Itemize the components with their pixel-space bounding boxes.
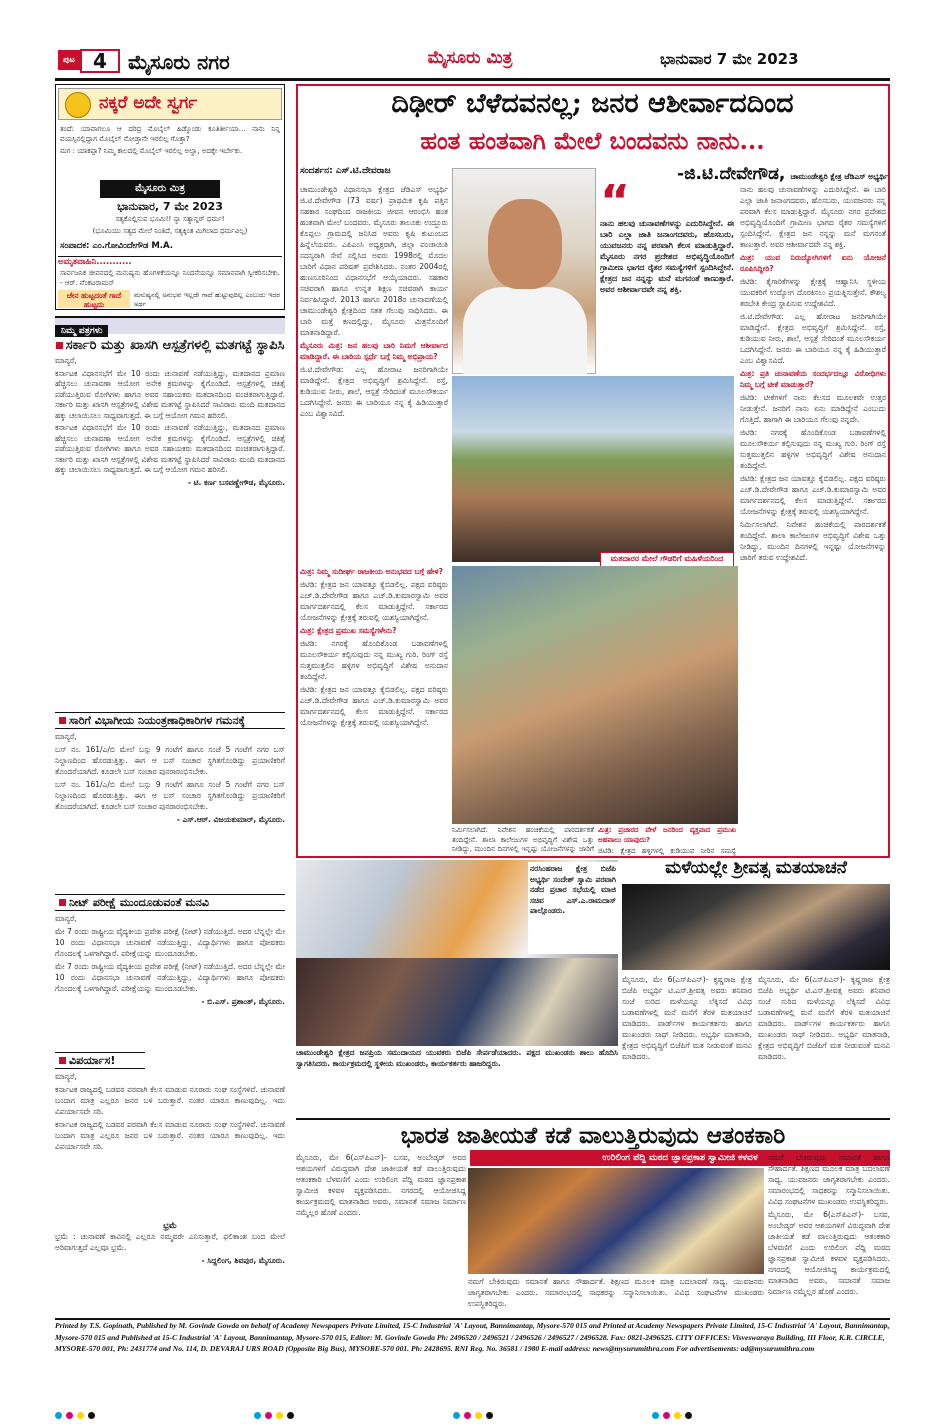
square-bullet-icon	[59, 899, 66, 906]
letter-2-text-cont: ಬಸ್ ನಂ. 161/ಎ/ಬಿ ಮೇಲೆ ಬಸ್ಸು 9 ಗಂಟೆಗೆ ಹಾಗೂ ಸಂಜೆ 5 ಗಂಟೆಗೆ ನಗರ ಬಸ್ ನಿಲ್ದಾಣದಿಂದ ಹೊರಡುತ್ತಿತ್ತು. ಈಗ ಆ ಬಸ್ ಸಂಚಾರ ಸ್ಥಗಿತಗೊಂಡಿದ್ದು ಪ್ರಯಾಣಿಕರಿಗೆ ತೊಂದರೆಯಾಗಿದೆ. ಕೂಡಲೇ ಬಸ್ ಸಂಚಾರ ಪುನರಾರಂಭಿಸಬೇಕು.	[55, 780, 285, 811]
letter-2-sign: - ಎಸ್.ಆರ್. ವಿಜಯಕುಮಾರ್, ಮೈಸೂರು.	[176, 815, 285, 824]
yellow-dot-icon	[674, 1412, 681, 1419]
letter-1	[55, 338, 285, 678]
joke-son: ಮಗ : ಯಾಕಪ್ಪಾ? ನಿಮ್ಮ ಕಾಲದಲ್ಲಿ ಮೊಬೈಲ್ ಇರಲಿಲ್ಲ ಅಲ್ವಾ, ಅದಕ್ಕೇ ಇರ್ಬೇಕು.	[60, 147, 243, 155]
letter-1-salutation: ಮಾನ್ಯರೆ,	[55, 356, 77, 365]
letter-4	[55, 1052, 285, 1266]
header-rule	[55, 78, 890, 81]
letter-4-title: ವಿಪರ್ಯಾಸ!	[55, 1052, 145, 1069]
cyan-dot-icon	[254, 1412, 261, 1419]
portrait-shirt	[463, 287, 587, 375]
black-dot-icon	[287, 1412, 294, 1419]
motto-line: ಸತ್ಯಕೊಲ್ಲಿಸುವ ಭೂಮಿ!! ನ್ಯಾ ಸತ್ಯಾನ್ನರ್ ಧರ್ಮ!	[115, 215, 225, 223]
joke-block	[60, 124, 280, 176]
poem-sign: - ಸಿದ್ದಲಿಂಗ, ಶಿವಪುರ, ಮೈಸೂರು.	[201, 1256, 285, 1265]
square-bullet-icon	[59, 1057, 66, 1064]
cyan-dot-icon	[652, 1412, 659, 1419]
bharata-col-3-text: ನಮಗೆ ಬೇಕಿರುವುದು ಸಮಾನತೆ ಹಾಗೂ ಸೌಹಾರ್ದತೆ. ಶಿಕ್ಷಣದ ಮೂಲಕ ಮಾತ್ರ ಬದಲಾವಣೆ ಸಾಧ್ಯ. ಯುವಜನರು ಜಾಗೃತರಾಗಬೇಕು ಎಂದರು. ಸಮಾರಂಭದಲ್ಲಿ ಸಾಧಕರನ್ನು ಸನ್ಮಾನಿಸಲಾಯಿತು. ವಿವಿಧ ಸಂಘಟನೆಗಳ ಮುಖಂಡರು ಉಪಸ್ಥಿತರಿದ್ದರು.	[768, 1153, 890, 1206]
quote-credit	[604, 164, 888, 184]
main-intro: ಚಾಮುಂಡೇಶ್ವರಿ ವಿಧಾನಸಭಾ ಕ್ಷೇತ್ರದ ಜೆಡಿಎಸ್ ಅಭ್ಯರ್ಥಿ ಜಿ.ಟಿ.ದೇವೇಗೌಡ (73 ವರ್ಷ) ಪ್ರಾಥಮಿಕ ಕೃಷಿ ಪತ್ತಿನ ಸಹಕಾರ ಸಂಘದಿಂದ ರಾಜಕೀಯ ಜೀವನ ಆರಂಭಿಸಿ ಹಂತ ಹಂತವಾಗಿ ಮೇಲೆ ಬಂದವರು. ಮೈಸೂರು ತಾಲೂಕು ಉದ್ಬೂರು ಕೊಪ್ಪಲು ಗ್ರಾಮದಲ್ಲಿ ಜನಿಸಿದ ಅವರು ಕೃಷಿ ಕುಟುಂಬದ ಹಿನ್ನೆಲೆಯವರು. ಎಪಿಎಂಸಿ ಅಧ್ಯಕ್ಷರಾಗಿ, ಜಿಲ್ಲಾ ಪಂಚಾಯಿತಿ ಸದಸ್ಯರಾಗಿ ಸೇವೆ ಸಲ್ಲಿಸಿದ ಅವರು 1998ರಲ್ಲಿ ಮೊದಲ ಬಾರಿಗೆ ವಿಧಾನ ಪರಿಷತ್ ಪ್ರವೇಶಿಸಿದರು. ನಂತರ 2004ರಲ್ಲಿ ಹುಣಸೂರಿನಿಂದ ವಿಧಾನಸಭೆಗೆ ಆಯ್ಕೆಯಾದರು. ಸಹಕಾರ ಸಚಿವರಾಗಿ ಹಾಗೂ ಉನ್ನತ ಶಿಕ್ಷಣ ಸಚಿವರಾಗಿ ಕಾರ್ಯ ನಿರ್ವಹಿಸಿದ್ದಾರೆ. 2013 ಹಾಗೂ 2018ರ ಚುನಾವಣೆಯಲ್ಲಿ ಚಾಮುಂಡೇಶ್ವರಿ ಕ್ಷೇತ್ರದಿಂದ ಸತತ ಗೆಲುವು ಸಾಧಿಸಿದರು. ಈ ಬಾರಿ ಮತ್ತೆ ಕಣದಲ್ಲಿದ್ದು, ಮೈಸೂರು ಮಿತ್ರನೊಂದಿಗೆ ಮಾತನಾಡಿದ್ದಾರೆ.	[300, 185, 448, 337]
main-a5: ಜಿಟಿಡಿ: ಟೀಕೆಗಳಿಗೆ ನಾನು ಕೆಲಸದ ಮೂಲಕವೇ ಉತ್ತರ ನೀಡುತ್ತೇನೆ. ಜನರಿಗೆ ನಾನು ಏನು ಮಾಡಿದ್ದೇನೆ ಎಂಬುದು ಗೊತ್ತಿದೆ. ಹಾಗಾಗಿ ಈ ಬಾರಿಯೂ ಗೆಲುವು ನನ್ನದೇ.	[740, 393, 886, 424]
main-a2: ಜಿಟಿಡಿ: ಕ್ಷೇತ್ರದ ಜನ ಯಾವತ್ತೂ ಕೈಬಿಡಲಿಲ್ಲ. ಪಕ್ಷದ ವರಿಷ್ಠರು ಎಚ್.ಡಿ.ದೇವೇಗೌಡ ಹಾಗೂ ಎಚ್.ಡಿ.ಕುಮಾರಸ್ವಾಮಿ ಅವರ ಮಾರ್ಗದರ್ಶನದಲ್ಲಿ ಕೆಲಸ ಮಾಡುತ್ತಿದ್ದೇನೆ. ಸರ್ಕಾರದ ಯೋಜನೆಗಳನ್ನು ಕ್ಷೇತ್ರಕ್ಕೆ ತರುವಲ್ಲಿ ಯಶಸ್ವಿಯಾಗಿದ್ದೇನೆ.	[300, 580, 448, 622]
nakkare-title: ನಕ್ಕರೆ ಅದೇ ಸ್ವರ್ಗ	[99, 93, 198, 113]
letter-4-body	[55, 1071, 285, 1219]
main-col-1	[300, 184, 448, 562]
letters-section-bar	[55, 316, 285, 334]
main-a4-cont: ಜಿ.ಟಿ.ದೇವೇಗೌಡ: ಎಲ್ಲ ಹೋರಾಟ ಜನರಿಗಾಗಿಯೇ ಮಾಡಿದ್ದೇನೆ. ಕ್ಷೇತ್ರದ ಅಭಿವೃದ್ಧಿಗೆ ಶ್ರಮಿಸಿದ್ದೇನೆ. ರಸ್ತೆ, ಕುಡಿಯುವ ನೀರು, ಶಾಲೆ, ಆಸ್ಪತ್ರೆ ಸೇರಿದಂತೆ ಮೂಲಸೌಕರ್ಯ ಒದಗಿಸಿದ್ದೇನೆ. ಜನರು ಈ ಬಾರಿಯೂ ನನ್ನ ಕೈ ಹಿಡಿಯುತ್ತಾರೆ ಎಂಬ ವಿಶ್ವಾಸವಿದೆ.	[740, 312, 886, 365]
letter-3-sign: - ಬಿ.ಎಸ್. ಪ್ರಶಾಂತ್, ಮೈಸೂರು.	[201, 997, 285, 1006]
main-q2: ಮಿತ್ರ: ನಿಮ್ಮ ಸುದೀರ್ಘ ರಾಜಕೀಯ ಅನುಭವದ ಬಗ್ಗೆ ಹೇಳಿ?	[300, 567, 443, 576]
portrait-face	[488, 199, 562, 289]
bharata-story-subtitle: ಉರಿಲಿಂಗ ಪೆದ್ದಿ ಮಠದ ಜ್ಞಾನಪ್ರಕಾಶ ಸ್ವಾಮೀಜಿ ಕಳವಳ	[470, 1150, 890, 1166]
letter-1-text-cont: ಕರ್ನಾಟಕ ವಿಧಾನಸಭೆಗೆ ಮೇ 10 ರಂದು ಚುನಾವಣೆ ನಡೆಯುತ್ತಿದ್ದು, ಮತದಾನದ ಪ್ರಮಾಣ ಹೆಚ್ಚಿಸಲು ಚುನಾವಣಾ ಆಯೋಗ ಅನೇಕ ಕ್ರಮಗಳನ್ನು ಕೈಗೊಂಡಿದೆ. ಆಸ್ಪತ್ರೆಗಳಲ್ಲಿ ಚಿಕಿತ್ಸೆ ಪಡೆಯುತ್ತಿರುವ ರೋಗಿಗಳು ಹಾಗೂ ಅವರ ಸಹಾಯಕರು ಮತದಾನದಿಂದ ವಂಚಿತರಾಗುತ್ತಿದ್ದಾರೆ. ಸರ್ಕಾರಿ ಮತ್ತು ಖಾಸಗಿ ಆಸ್ಪತ್ರೆಗಳಲ್ಲಿ ವಿಶೇಷ ಮತಗಟ್ಟೆ ಸ್ಥಾಪಿಸಿದರೆ ಸಾವಿರಾರು ಮಂದಿ ಮತದಾನದ ಹಕ್ಕು ಚಲಾಯಿಸಲು ಸಾಧ್ಯವಾಗುತ್ತದೆ. ಈ ಬಗ್ಗೆ ಆಯೋಗ ಗಮನ ಹರಿಸಲಿ.	[55, 423, 285, 474]
main-a2-cont: ಜಿಟಿಡಿ: ಕ್ಷೇತ್ರದ ಜನ ಯಾವತ್ತೂ ಕೈಬಿಡಲಿಲ್ಲ. ಪಕ್ಷದ ವರಿಷ್ಠರು ಎಚ್.ಡಿ.ದೇವೇಗೌಡ ಹಾಗೂ ಎಚ್.ಡಿ.ಕುಮಾರಸ್ವಾಮಿ ಅವರ ಮಾರ್ಗದರ್ಶನದಲ್ಲಿ ಕೆಲಸ ಮಾಡುತ್ತಿದ್ದೇನೆ. ಸರ್ಕಾರದ ಯೋಜನೆಗಳನ್ನು ಕ್ಷೇತ್ರಕ್ಕೆ ತರುವಲ್ಲಿ ಯಶಸ್ವಿಯಾಗಿದ್ದೇನೆ.	[300, 685, 448, 727]
letter-3-body	[55, 913, 285, 1053]
magenta-dot-icon	[464, 1412, 471, 1419]
letter-2-text: ಬಸ್ ನಂ. 161/ಎ/ಬಿ ಮೇಲೆ ಬಸ್ಸು 9 ಗಂಟೆಗೆ ಹಾಗೂ ಸಂಜೆ 5 ಗಂಟೆಗೆ ನಗರ ಬಸ್ ನಿಲ್ದಾಣದಿಂದ ಹೊರಡುತ್ತಿತ್ತು. ಈಗ ಆ ಬಸ್ ಸಂಚಾರ ಸ್ಥಗಿತಗೊಂಡಿದ್ದು ಪ್ರಯಾಣಿಕರಿಗೆ ತೊಂದರೆಯಾಗಿದೆ. ಕೂಡಲೇ ಬಸ್ ಸಂಚಾರ ಪುನರಾರಂಭಿಸಬೇಕು.	[55, 745, 285, 776]
main-col-1b	[300, 566, 448, 856]
cyan-dot-icon	[55, 1412, 62, 1419]
interviewer: ಸಂದರ್ಶನ: ಎಸ್.ಟಿ.ದೇವರಾಜ	[300, 166, 391, 176]
main-a5-end: ನಿರ್ಮಿಸಲಾಗಿದೆ. ನಿವೇಶನ ಹಂಚಿಕೆಯಲ್ಲಿ ಪಾರದರ್ಶಕತೆ ತಂದಿದ್ದೇನೆ. ಶಾಲಾ ಕಾಲೇಜುಗಳ ಅಭಿವೃದ್ಧಿಗೆ ವಿಶೇಷ ಒತ್ತು ನೀಡಿದ್ದು, ಮುಂದಿನ ದಿನಗಳಲ್ಲಿ ಇನ್ನಷ್ಟು ಯೋಜನೆಗಳನ್ನು ಜಾರಿಗೆ ತರುವ ಉದ್ದೇಶವಿದೆ.	[740, 520, 886, 562]
main-bottom-text: ನಿರ್ಮಿಸಲಾಗಿದೆ. ನಿವೇಶನ ಹಂಚಿಕೆಯಲ್ಲಿ ಪಾರದರ್ಶಕತೆ ತಂದಿದ್ದೇನೆ. ಶಾಲಾ ಕಾಲೇಜುಗಳ ಅಭಿವೃದ್ಧಿಗೆ ವಿಶೇಷ ಒತ್ತು ನೀಡಿದ್ದು, ಮುಂದಿನ ದಿನಗಳಲ್ಲಿ ಇನ್ನಷ್ಟು ಯೋಜನೆಗಳನ್ನು ಜಾರಿಗೆ	[452, 826, 594, 853]
candidate-portrait	[452, 168, 596, 374]
magenta-dot-icon	[663, 1412, 670, 1419]
rain-story-col-2: ಮೈಸೂರು, ಮೇ 6(ಎಸ್‌ಪಿಎನ್)- ಕೃಷ್ಣರಾಜ ಕ್ಷೇತ್ರ ಬಿಜೆಪಿ ಅಭ್ಯರ್ಥಿ ಟಿ.ಎಸ್.ಶ್ರೀವತ್ಸ ಅವರು ಶನಿವಾರ ಸಂಜೆ ಸುರಿದ ಮಳೆಯನ್ನೂ ಲೆಕ್ಕಿಸದೆ ವಿವಿಧ ಬಡಾವಣೆಗಳಲ್ಲಿ ಮನೆ ಮನೆಗೆ ತೆರಳಿ ಮತಯಾಚನೆ ಮಾಡಿದರು. ವಾರ್ಡ್‌ಗಳ ಕಾರ್ಯಕರ್ತರು ಹಾಗೂ ಮುಖಂಡರು ಸಾಥ್ ನೀಡಿದರು. ಅಭ್ಯರ್ಥಿ ಮಾತನಾಡಿ, ಕ್ಷೇತ್ರದ ಅಭಿವೃದ್ಧಿಗೆ ಬಿಜೆಪಿಗೆ ಮತ ನೀಡುವಂತೆ ಮನವಿ ಮಾಡಿದರು.	[758, 975, 890, 1061]
letter-3-text: ಮೇ 7 ರಂದು ರಾಷ್ಟ್ರೀಯ ವೈದ್ಯಕೀಯ ಪ್ರವೇಶ ಪರೀಕ್ಷೆ (ನೀಟ್) ನಡೆಯುತ್ತಿದೆ. ಅದರ ಬೆನ್ನಲ್ಲೇ ಮೇ 10 ರಂದು ವಿಧಾನಸಭಾ ಚುನಾವಣೆ ನಡೆಯುತ್ತಿದ್ದು, ವಿದ್ಯಾರ್ಥಿಗಳು ಹಾಗೂ ಪೋಷಕರು ಗೊಂದಲಕ್ಕೆ ಒಳಗಾಗಿದ್ದಾರೆ. ಪರೀಕ್ಷೆಯನ್ನು ಮುಂದೂಡಬೇಕು.	[55, 927, 285, 958]
letter-4-salutation: ಮಾನ್ಯರೆ,	[55, 1072, 77, 1081]
black-dot-icon	[685, 1412, 692, 1419]
page-label: ಪುಟ	[58, 50, 80, 70]
main-q5: ಮಿತ್ರ: ಪ್ರತಿ ಚುನಾವಣೆಯ ಸಂದರ್ಭದಲ್ಲೂ ವಿರೋಧಿಗಳು ನಿಮ್ಮ ಬಗ್ಗೆ ಟೀಕೆ ಮಾಡುತ್ತಾರೆ?	[740, 369, 886, 389]
letter-4-text-cont: ಕರ್ನಾಟಕ ರಾಜ್ಯದಲ್ಲಿ ಬಡವರ ಪರವಾಗಿ ಕೆಲಸ ಮಾಡುವ ನೂರಾರು ಸಂಘ ಸಂಸ್ಥೆಗಳಿವೆ. ಚುನಾವಣೆ ಬಂದಾಗ ಮಾತ್ರ ಎಲ್ಲರೂ ಜನರ ಬಳಿ ಬರುತ್ತಾರೆ. ನಂತರ ಯಾರೂ ಕಾಣುವುದಿಲ್ಲ. ಇದು ವಿಪರ್ಯಾಸವೇ ಸರಿ.	[55, 1120, 285, 1151]
imprint-footer: Printed by T.S. Gopinath, Published by M. Govinde Gowda on behalf of Academy Newspapers Private Limited, 15-C Industrial 'A' Layout, Bannimantap, Mysore-570 015 and Printed at Academy Newspapers Private Limited, 15-C Industrial 'A' Layout, Bannimantap, Mysore-570 015 and Published at 15-C Industrial 'A' Layout, Bannimantap, Mysore-570 015, Editor: M. Govinde Gowda Ph: 2496520 / 2496521 / 2496526 / 2496527 / 2496528. Fax: 0821-2496525. CITY OFFICES: Visveswaraya Building, III Floor, K.R. CIRCLE, MYSORE-570 001, Ph: 2431774 and No. 114, D. DEVARAJ URS ROAD (Opposite Big Bus), MYSORE-570 001. Ph: 2428695. RNI Reg. No. 36581 / 1980 E-mail address: news@mysurumithra.com For advertisements: ad@mysurumithra.com	[55, 1318, 890, 1394]
gade-meaning: ಮನುಷ್ಯನಲ್ಲಿ ಅನುಭವ ಇಲ್ಲದೇ ಗಾದೆ ಹುಟ್ಟುವುದಿಲ್ಲ ಎಂಬುದು ಇದರ ಅರ್ಥ	[134, 291, 280, 308]
main-q4: ಮಿತ್ರ: ಯುವ ನಿರುದ್ಯೋಗಿಗಳಿಗೆ ಏನು ಯೋಜನೆ ರೂಪಿಸಿದ್ದೀರಿ?	[740, 253, 886, 273]
main-photo-rally-1	[452, 376, 734, 562]
letter-1-title: ಸರ್ಕಾರಿ ಮತ್ತು ಖಾಸಗಿ ಆಸ್ಪತ್ರೆಗಳಲ್ಲಿ ಮತಗಟ್ಟೆ ಸ್ಥಾಪಿಸಿ	[55, 338, 285, 354]
joining-photo	[296, 958, 618, 1046]
page-number: 4	[80, 49, 120, 73]
letter-3-title: ನೀಟ್ ಪರೀಕ್ಷೆ ಮುಂದೂಡುವಂತೆ ಮನವಿ	[55, 894, 285, 911]
masthead-logo: ಮೈಸೂರು ಮಿತ್ರ	[427, 48, 513, 68]
main-a3: ಜಿಟಿಡಿ: ನಗರಕ್ಕೆ ಹೊಂದಿಕೊಂಡ ಬಡಾವಣೆಗಳಲ್ಲಿ ಮೂಲಸೌಕರ್ಯ ಕಲ್ಪಿಸುವುದು ನನ್ನ ಮುಖ್ಯ ಗುರಿ. ರಿಂಗ್ ರಸ್ತೆ ಸುತ್ತಮುತ್ತಲಿನ ಹಳ್ಳಿಗಳ ಅಭಿವೃದ್ಧಿಗೆ ವಿಶೇಷ ಅನುದಾನ ತಂದಿದ್ದೇನೆ.	[300, 639, 448, 681]
letter-2-body	[55, 731, 285, 879]
rain-story-col-1: ಮೈಸೂರು, ಮೇ 6(ಎಸ್‌ಪಿಎನ್)- ಕೃಷ್ಣರಾಜ ಕ್ಷೇತ್ರ ಬಿಜೆಪಿ ಅಭ್ಯರ್ಥಿ ಟಿ.ಎಸ್.ಶ್ರೀವತ್ಸ ಅವರು ಶನಿವಾರ ಸಂಜೆ ಸುರಿದ ಮಳೆಯನ್ನೂ ಲೆಕ್ಕಿಸದೆ ವಿವಿಧ ಬಡಾವಣೆಗಳಲ್ಲಿ ಮನೆ ಮನೆಗೆ ತೆರಳಿ ಮತಯಾಚನೆ ಮಾಡಿದರು. ವಾರ್ಡ್‌ಗಳ ಕಾರ್ಯಕರ್ತರು ಹಾಗೂ ಮುಖಂಡರು ಸಾಥ್ ನೀಡಿದರು. ಅಭ್ಯರ್ಥಿ ಮಾತನಾಡಿ, ಕ್ಷೇತ್ರದ ಅಭಿವೃದ್ಧಿಗೆ ಬಿಜೆಪಿಗೆ ಮತ ನೀಡುವಂತೆ ಮನವಿ ಮಾಡಿದರು.	[622, 975, 752, 1061]
yellow-dot-icon	[475, 1412, 482, 1419]
letter-3-text-cont: ಮೇ 7 ರಂದು ರಾಷ್ಟ್ರೀಯ ವೈದ್ಯಕೀಯ ಪ್ರವೇಶ ಪರೀಕ್ಷೆ (ನೀಟ್) ನಡೆಯುತ್ತಿದೆ. ಅದರ ಬೆನ್ನಲ್ಲೇ ಮೇ 10 ರಂದು ವಿಧಾನಸಭಾ ಚುನಾವಣೆ ನಡೆಯುತ್ತಿದ್ದು, ವಿದ್ಯಾರ್ಥಿಗಳು ಹಾಗೂ ಪೋಷಕರು ಗೊಂದಲಕ್ಕೆ ಒಳಗಾಗಿದ್ದಾರೆ. ಪರೀಕ್ಷೆಯನ್ನು ಮುಂದೂಡಬೇಕು.	[55, 962, 285, 993]
letter-1-text: ಕರ್ನಾಟಕ ವಿಧಾನಸಭೆಗೆ ಮೇ 10 ರಂದು ಚುನಾವಣೆ ನಡೆಯುತ್ತಿದ್ದು, ಮತದಾನದ ಪ್ರಮಾಣ ಹೆಚ್ಚಿಸಲು ಚುನಾವಣಾ ಆಯೋಗ ಅನೇಕ ಕ್ರಮಗಳನ್ನು ಕೈಗೊಂಡಿದೆ. ಆಸ್ಪತ್ರೆಗಳಲ್ಲಿ ಚಿಕಿತ್ಸೆ ಪಡೆಯುತ್ತಿರುವ ರೋಗಿಗಳು ಹಾಗೂ ಅವರ ಸಹಾಯಕರು ಮತದಾನದಿಂದ ವಂಚಿತರಾಗುತ್ತಿದ್ದಾರೆ. ಸರ್ಕಾರಿ ಮತ್ತು ಖಾಸಗಿ ಆಸ್ಪತ್ರೆಗಳಲ್ಲಿ ವಿಶೇಷ ಮತಗಟ್ಟೆ ಸ್ಥಾಪಿಸಿದರೆ ಸಾವಿರಾರು ಮಂದಿ ಮತದಾನದ ಹಕ್ಕು ಚಲಾಯಿಸಲು ಸಾಧ್ಯವಾಗುತ್ತದೆ. ಈ ಬಗ್ಗೆ ಆಯೋಗ ಗಮನ ಹರಿಸಲಿ.	[55, 368, 285, 420]
page-date: ಭಾನುವಾರ 7 ಮೇ 2023	[660, 50, 799, 68]
main-a4: ಜಿಟಿಡಿ: ಕೈಗಾರಿಕೆಗಳನ್ನು ಕ್ಷೇತ್ರಕ್ಕೆ ಆಹ್ವಾನಿಸಿ ಸ್ಥಳೀಯ ಯುವಕರಿಗೆ ಉದ್ಯೋಗ ದೊರಕಿಸಲು ಪ್ರಯತ್ನಿಸುತ್ತೇನೆ. ಕೌಶಲ್ಯ ತರಬೇತಿ ಕೇಂದ್ರ ಸ್ಥಾಪಿಸುವ ಉದ್ದೇಶವಿದೆ.	[740, 277, 886, 308]
poem-title: ಭ್ರಮೆ	[163, 1221, 177, 1230]
letter-1-sign: - ಟಿ. ಕರ್ಣ ಬಸವಣ್ಣೇಗೌಡ, ಮೈಸೂರು.	[187, 477, 285, 487]
laughing-face-icon	[65, 92, 91, 118]
square-bullet-icon	[56, 342, 63, 349]
main-a5-more: ಜಿಟಿಡಿ: ಕ್ಷೇತ್ರದ ಜನ ಯಾವತ್ತೂ ಕೈಬಿಡಲಿಲ್ಲ. ಪಕ್ಷದ ವರಿಷ್ಠರು ಎಚ್.ಡಿ.ದೇವೇಗೌಡ ಹಾಗೂ ಎಚ್.ಡಿ.ಕುಮಾರಸ್ವಾಮಿ ಅವರ ಮಾರ್ಗದರ್ಶನದಲ್ಲಿ ಕೆಲಸ ಮಾಡುತ್ತಿದ್ದೇನೆ. ಸರ್ಕಾರದ ಯೋಜನೆಗಳನ್ನು ಕ್ಷೇತ್ರಕ್ಕೆ ತರುವಲ್ಲಿ ಯಶಸ್ವಿಯಾಗಿದ್ದೇನೆ.	[740, 474, 886, 516]
main-a1: ಜಿ.ಟಿ.ದೇವೇಗೌಡ: ಎಲ್ಲ ಹೋರಾಟ ಜನರಿಗಾಗಿಯೇ ಮಾಡಿದ್ದೇನೆ. ಕ್ಷೇತ್ರದ ಅಭಿವೃದ್ಧಿಗೆ ಶ್ರಮಿಸಿದ್ದೇನೆ. ರಸ್ತೆ, ಕುಡಿಯುವ ನೀರು, ಶಾಲೆ, ಆಸ್ಪತ್ರೆ ಸೇರಿದಂತೆ ಮೂಲಸೌಕರ್ಯ ಒದಗಿಸಿದ್ದೇನೆ. ಜನರು ಈ ಬಾರಿಯೂ ನನ್ನ ಕೈ ಹಿಡಿಯುತ್ತಾರೆ ಎಂಬ ವಿಶ್ವಾಸವಿದೆ.	[300, 365, 448, 418]
yellow-dot-icon	[276, 1412, 283, 1419]
main-a5-cont: ಜಿಟಿಡಿ: ನಗರಕ್ಕೆ ಹೊಂದಿಕೊಂಡ ಬಡಾವಣೆಗಳಲ್ಲಿ ಮೂಲಸೌಕರ್ಯ ಕಲ್ಪಿಸುವುದು ನನ್ನ ಮುಖ್ಯ ಗುರಿ. ರಿಂಗ್ ರಸ್ತೆ ಸುತ್ತಮುತ್ತಲಿನ ಹಳ್ಳಿಗಳ ಅಭಿವೃದ್ಧಿಗೆ ವಿಶೇಷ ಅನುದಾನ ತಂದಿದ್ದೇನೆ.	[740, 428, 886, 470]
joining-photo-caption: ಚಾಮುಂಡೇಶ್ವರಿ ಕ್ಷೇತ್ರದ ಜನಪ್ರಿಯ ಸಮುದಾಯದ ಯುವಕರು ಬಿಜೆಪಿ ಸೇರ್ಪಡೆಯಾದರು. ಪಕ್ಷದ ಮುಖಂಡರು ಶಾಲು ಹೊದಿಸಿ ಸ್ವಾಗತಿಸಿದರು. ಕಾರ್ಯಕ್ರಮದಲ್ಲಿ ಸ್ಥಳೀಯ ಮುಖಂಡರು, ಕಾರ್ಯಕರ್ತರು ಹಾಜರಿದ್ದರು.	[296, 1048, 618, 1068]
main-col3-text: ನಾನು ಹಲವು ಚುನಾವಣೆಗಳನ್ನು ಎದುರಿಸಿದ್ದೇನೆ. ಈ ಬಾರಿ ಎಲ್ಲಾ ಜಾತಿ ಜನಾಂಗದವರು, ಹೊಸಬರು, ಯುವಜನರು ನನ್ನ ಪರವಾಗಿ ಕೆಲಸ ಮಾಡುತ್ತಿದ್ದಾರೆ. ಮೈಸೂರು ನಗರ ಪ್ರದೇಶದ ಅಭಿವೃದ್ಧಿಯೊಂದಿಗೆ ಗ್ರಾಮೀಣ ಭಾಗದ ರೈತರ ಸಮಸ್ಯೆಗಳಿಗೆ ಸ್ಪಂದಿಸಿದ್ದೇನೆ. ಕ್ಷೇತ್ರದ ಜನ ನನ್ನನ್ನು ಮನೆ ಮಗನಂತೆ ಕಾಣುತ್ತಾರೆ. ಅವರ ಆಶೀರ್ವಾದವೇ ನನ್ನ ಶಕ್ತಿ.	[600, 219, 734, 294]
registration-marks	[55, 1404, 890, 1414]
main-q1: ಮೈಸೂರು ಮಿತ್ರ: ಜನ ಹಲವು ಬಾರಿ ನಿಮಗೆ ಆಶೀರ್ವಾದ ಮಾಡಿದ್ದಾರೆ. ಈ ಬಾರಿಯ ಸ್ಪರ್ಧೆ ಬಗ್ಗೆ ನಿಮ್ಮ ಅಭಿಪ್ರಾಯ?	[300, 341, 448, 361]
pull-question: ಮಿತ್ರ: ಪ್ರಚಾರದ ವೇಳೆ ಜನರಿಂದ ವ್ಯಕ್ತವಾದ ಪ್ರಮುಖ ಅಹವಾಲು ಯಾವುದು?	[598, 826, 736, 844]
letter-2	[55, 712, 285, 879]
main-headline-1: ದಿಢೀರ್ ಬೆಳೆದವನಲ್ಲ; ಜನರ ಆಶೀರ್ವಾದದಿಂದ	[391, 88, 794, 119]
magenta-dot-icon	[265, 1412, 272, 1419]
yellow-dot-icon	[77, 1412, 84, 1419]
rain-story-title: ಮಳೆಯಲ್ಲೇ ಶ್ರೀವತ್ಸ ಮತಯಾಚನೆ	[665, 858, 847, 878]
letter-1-body	[55, 356, 285, 678]
rain-campaign-photo	[622, 884, 890, 970]
pull-answer: ಜಿಟಿಡಿ: ಕ್ಷೇತ್ರದ ಹಳ್ಳಿಗಳಲ್ಲಿ ಕುಡಿಯುವ ನೀರಿನ ಸಮಸ್ಯೆ	[598, 847, 736, 855]
gade-label: ಜೇನ ಹುಟ್ಟದಂತೆ ಗಾದೆ ಹುಟ್ಟದು	[58, 290, 130, 308]
bharata-story-title: ಭಾರತ ಜಾತೀಯತೆ ಕಡೆ ವಾಲುತ್ತಿರುವುದು ಆತಂಕಕಾರಿ	[296, 1118, 890, 1149]
bharata-col-1: ಮೈಸೂರು, ಮೇ 6(ಎಸ್‌ಪಿಎನ್)- ಬಸವ, ಅಂಬೇಡ್ಕರ್ ಅವರ ಆಶಯಗಳಿಗೆ ವಿರುದ್ಧವಾಗಿ ದೇಶ ಜಾತೀಯತೆ ಕಡೆ ವಾಲುತ್ತಿರುವುದು ಆತಂಕಕಾರಿ ಬೆಳವಣಿಗೆ ಎಂದು ಉರಿಲಿಂಗ ಪೆದ್ದಿ ಮಠದ ಜ್ಞಾನಪ್ರಕಾಶ ಸ್ವಾಮೀಜಿ ಕಳವಳ ವ್ಯಕ್ತಪಡಿಸಿದರು. ನಗರದಲ್ಲಿ ಆಯೋಜಿಸಿದ್ದ ಕಾರ್ಯಕ್ರಮದಲ್ಲಿ ಮಾತನಾಡಿದ ಅವರು, ಸಮಾನತೆ ಸಮಾಜ ನಿರ್ಮಾಣ ನಮ್ಮೆಲ್ಲರ ಹೊಣೆ ಎಂದರು.	[296, 1153, 466, 1217]
poem-body: ಭ್ರಮೆ : ಚುನಾವಣೆ ಕಾವಿನಲ್ಲಿ ಎಲ್ಲರೂ ನಮ್ಮವರೇ ಎನಿಸುತ್ತಾರೆ, ಫಲಿತಾಂಶ ಬಂದ ಮೇಲೆ ಅರಿವಾಗುತ್ತದೆ ಎಲ್ಲವೂ ಭ್ರಮೆ.	[55, 1232, 285, 1252]
cyan-dot-icon	[453, 1412, 460, 1419]
black-dot-icon	[88, 1412, 95, 1419]
main-col-quote	[600, 184, 734, 370]
letter-4-text: ಕರ್ನಾಟಕ ರಾಜ್ಯದಲ್ಲಿ ಬಡವರ ಪರವಾಗಿ ಕೆಲಸ ಮಾಡುವ ನೂರಾರು ಸಂಘ ಸಂಸ್ಥೆಗಳಿವೆ. ಚುನಾವಣೆ ಬಂದಾಗ ಮಾತ್ರ ಎಲ್ಲರೂ ಜನರ ಬಳಿ ಬರುತ್ತಾರೆ. ನಂತರ ಯಾರೂ ಕಾಣುವುದಿಲ್ಲ. ಇದು ವಿಪರ್ಯಾಸವೇ ಸರಿ.	[55, 1085, 285, 1116]
letter-3	[55, 894, 285, 1053]
main-col4-text: ನಾನು ಹಲವು ಚುನಾವಣೆಗಳನ್ನು ಎದುರಿಸಿದ್ದೇನೆ. ಈ ಬಾರಿ ಎಲ್ಲಾ ಜಾತಿ ಜನಾಂಗದವರು, ಹೊಸಬರು, ಯುವಜನರು ನನ್ನ ಪರವಾಗಿ ಕೆಲಸ ಮಾಡುತ್ತಿದ್ದಾರೆ. ಮೈಸೂರು ನಗರ ಪ್ರದೇಶದ ಅಭಿವೃದ್ಧಿಯೊಂದಿಗೆ ಗ್ರಾಮೀಣ ಭಾಗದ ರೈತರ ಸಮಸ್ಯೆಗಳಿಗೆ ಸ್ಪಂದಿಸಿದ್ದೇನೆ. ಕ್ಷೇತ್ರದ ಜನ ನನ್ನನ್ನು ಮನೆ ಮಗನಂತೆ ಕಾಣುತ್ತಾರೆ. ಅವರ ಆಶೀರ್ವಾದವೇ ನನ್ನ ಶಕ್ತಿ.	[740, 185, 886, 249]
quote-credit-name: -ಜಿ.ಟಿ.ದೇವೇಗೌಡ,	[677, 164, 786, 184]
bharata-col-3-cont: ಮೈಸೂರು, ಮೇ 6(ಎಸ್‌ಪಿಎನ್)- ಬಸವ, ಅಂಬೇಡ್ಕರ್ ಅವರ ಆಶಯಗಳಿಗೆ ವಿರುದ್ಧವಾಗಿ ದೇಶ ಜಾತೀಯತೆ ಕಡೆ ವಾಲುತ್ತಿರುವುದು ಆತಂಕಕಾರಿ ಬೆಳವಣಿಗೆ ಎಂದು ಉರಿಲಿಂಗ ಪೆದ್ದಿ ಮಠದ ಜ್ಞಾನಪ್ರಕಾಶ ಸ್ವಾಮೀಜಿ ಕಳವಳ ವ್ಯಕ್ತಪಡಿಸಿದರು. ನಗರದಲ್ಲಿ ಆಯೋಜಿಸಿದ್ದ ಕಾರ್ಯಕ್ರಮದಲ್ಲಿ ಮಾತನಾಡಿದ ಅವರು, ಸಮಾನತೆ ಸಮಾಜ ನಿರ್ಮಾಣ ನಮ್ಮೆಲ್ಲರ ಹೊಣೆ ಎಂದರು.	[768, 1210, 890, 1296]
bharata-col-3	[768, 1152, 890, 1314]
editor-line: ಸಂಪಾದಕ: ಎಂ.ಗೋವಿಂದೇಗೌಡ M.A.	[60, 241, 173, 251]
motto-translation: (ಭೂಮಿಯು ಸತ್ಯದ ಮೇಲೆ ನಿಂತಿದೆ, ಸತ್ಯಕ್ಕಿಂತ ಮಿಗಿಲಾದ ಧರ್ಮವಿಲ್ಲ)	[92, 227, 248, 235]
letters-section-label: ನಿಮ್ಮ ಪತ್ರಗಳು	[55, 325, 108, 337]
quote-mark-icon: “	[600, 184, 631, 228]
letter-3-salutation: ಮಾನ್ಯರೆ,	[55, 914, 77, 923]
main-q3: ಮಿತ್ರ: ಕ್ಷೇತ್ರದ ಪ್ರಮುಖ ಸಮಸ್ಯೆಗಳೇನು?	[300, 626, 397, 635]
letter-2-title: ಸಾರಿಗೆ ವಿಭಾಗೀಯ ನಿಯಂತ್ರಣಾಧಿಕಾರಿಗಳ ಗಮನಕ್ಕೆ	[55, 712, 285, 729]
magenta-dot-icon	[66, 1412, 73, 1419]
rally-scene-image	[452, 376, 734, 562]
amrutha-quote: ಸಾರ್ವಜನಿಕ ಜೀವನದಲ್ಲಿ ಮನುಷ್ಯನು ಹೊಗಳಿಕೆಯನ್ನೂ ನಿಂದನೆಯನ್ನೂ ಸಮಾನವಾಗಿ ಸ್ವೀಕರಿಸಬೇಕು. - ಆರ್. ವೆಂಕಟರಾಮನ್	[60, 269, 280, 287]
square-bullet-icon	[59, 717, 66, 724]
nakkare-banner	[58, 88, 282, 120]
photo-caption-welcome: ಮತದಾರರ ಮೇಲೆ ಗೌಡರಿಗೆ ಮಹಿಳೆಯರಿಂದ	[600, 552, 734, 576]
joke-father: ತಂದೆ: ಯಾವಾಗಲೂ ಆ ದರಿದ್ರ ಮೊಬೈಲ್ ಹಿಡ್ಕೊಂಡು ಕೂತಿರ್ತೀಯಾ... ನಾನು ನಿನ್ನ ವಯಸ್ಸಿನಲ್ಲಿದ್ದಾಗ ಮೊಬೈಲ್ ನೋಡ್ತಾನೇ ಇರಲಿಲ್ಲ ಗೊತ್ತಾ?	[60, 125, 280, 143]
letter-2-salutation: ಮಾನ್ಯರೆ,	[55, 732, 77, 741]
black-dot-icon	[486, 1412, 493, 1419]
main-col-4	[740, 184, 886, 856]
mithra-stamp: ಮೈಸೂರು ಮಿತ್ರ	[100, 180, 220, 198]
section-title: ಮೈಸೂರು ನಗರ	[128, 50, 230, 74]
main-photo-rally-2	[452, 566, 738, 824]
main-headline-2: ಹಂತ ಹಂತವಾಗಿ ಮೇಲೆ ಬಂದವನು ನಾನು...	[420, 126, 765, 155]
quote-credit-role: ಚಾಮುಂಡೇಶ್ವರಿ ಕ್ಷೇತ್ರ ಜೆಡಿಎಸ್ ಅಭ್ಯರ್ಥಿ	[790, 172, 888, 181]
campaign-photo-caption: ನರಸಿಂಹರಾಜ ಕ್ಷೇತ್ರ ಬಿಜೆಪಿ ಅಭ್ಯರ್ಥಿ ಸಂದೇಶ್ ಸ್ವಾಮಿ ಪರವಾಗಿ ನಡೆದ ಪ್ರಚಾರ ಸಭೆಯಲ್ಲಿ ಮಾಜಿ ಸಚಿವ ಎಸ್.ಎ.ರಾಮದಾಸ್ ಪಾಲ್ಗೊಂಡರು.	[528, 862, 618, 954]
box-dateline: ಭಾನುವಾರ, 7 ಮೇ 2023	[117, 200, 223, 213]
bharata-col-2: ನಮಗೆ ಬೇಕಿರುವುದು ಸಮಾನತೆ ಹಾಗೂ ಸೌಹಾರ್ದತೆ. ಶಿಕ್ಷಣದ ಮೂಲಕ ಮಾತ್ರ ಬದಲಾವಣೆ ಸಾಧ್ಯ. ಯುವಜನರು ಜಾಗೃತರಾಗಬೇಕು ಎಂದರು. ಸಮಾರಂಭದಲ್ಲಿ ಸಾಧಕರನ್ನು ಸನ್ಮಾನಿಸಲಾಯಿತು. ವಿವಿಧ ಸಂಘಟನೆಗಳ ಮುಖಂಡರು ಉಪಸ್ಥಿತರಿದ್ದರು.	[468, 1277, 764, 1308]
amrutha-heading: ಅಮೃತವಾಹಿನಿ...........	[58, 256, 282, 267]
main-pull-block	[598, 826, 736, 856]
seer-felicitation-photo	[468, 1168, 764, 1274]
